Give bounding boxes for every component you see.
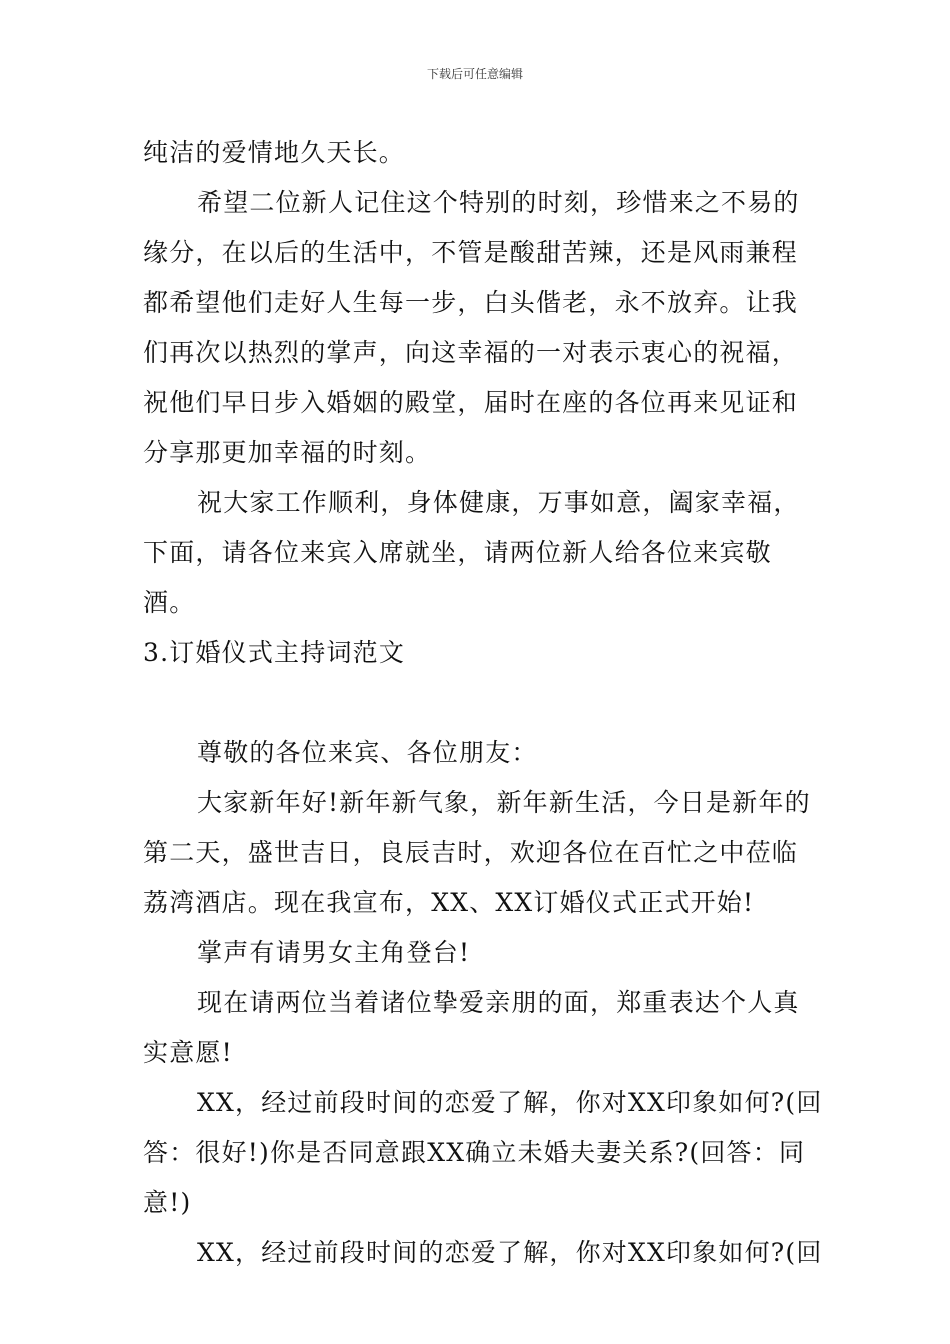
paragraph-opening: 大家新年好!新年新气象，新年新生活，今日是新年的第二天，盛世吉日，良辰吉时，欢迎各位在百忙之中莅临荔湾酒店。现在我宣布，XX、XX订婚仪式正式开始! [143,788,811,917]
paragraph-applause: 掌声有请男女主角登台! [197,938,471,967]
document-body [143,128,823,1278]
paragraph-question-first: XX，经过前段时间的恋爱了解，你对XX印象如何?(回答：很好!)你是否同意跟XX确立未婚夫妻关系?(回答：同意!) [143,1088,823,1217]
paragraph-question-second: XX，经过前段时间的恋爱了解，你对XX印象如何?(回 [197,1238,823,1267]
paragraph-intention: 现在请两位当着诸位挚爱亲朋的面，郑重表达个人真实意愿! [143,988,800,1067]
page-header-note: 下载后可任意编辑 [426,67,523,81]
paragraph-salutation: 尊敬的各位来宾、各位朋友： [197,738,538,767]
paragraph-continuation: 纯洁的爱情地久天长。 [143,138,406,167]
paragraph-closing-blessing: 祝大家工作顺利，身体健康，万事如意，阖家幸福，下面，请各位来宾入席就坐，请两位新人给各位来宾敬酒。 [143,488,800,617]
section-heading: 3.订婚仪式主持词范文 [143,638,406,667]
paragraph-wish-newlyweds: 希望二位新人记住这个特别的时刻，珍惜来之不易的缘分，在以后的生活中，不管是酸甜苦辣，还是风雨兼程都希望他们走好人生每一步，白头偕老，永不放弃。让我们再次以热烈的掌声，向这幸福的一对表示衷心的祝福，祝他们早日步入婚姻的殿堂，届时在座的各位再来见证和分享那更加幸福的时刻。 [143,188,800,467]
blank-line [143,678,823,728]
